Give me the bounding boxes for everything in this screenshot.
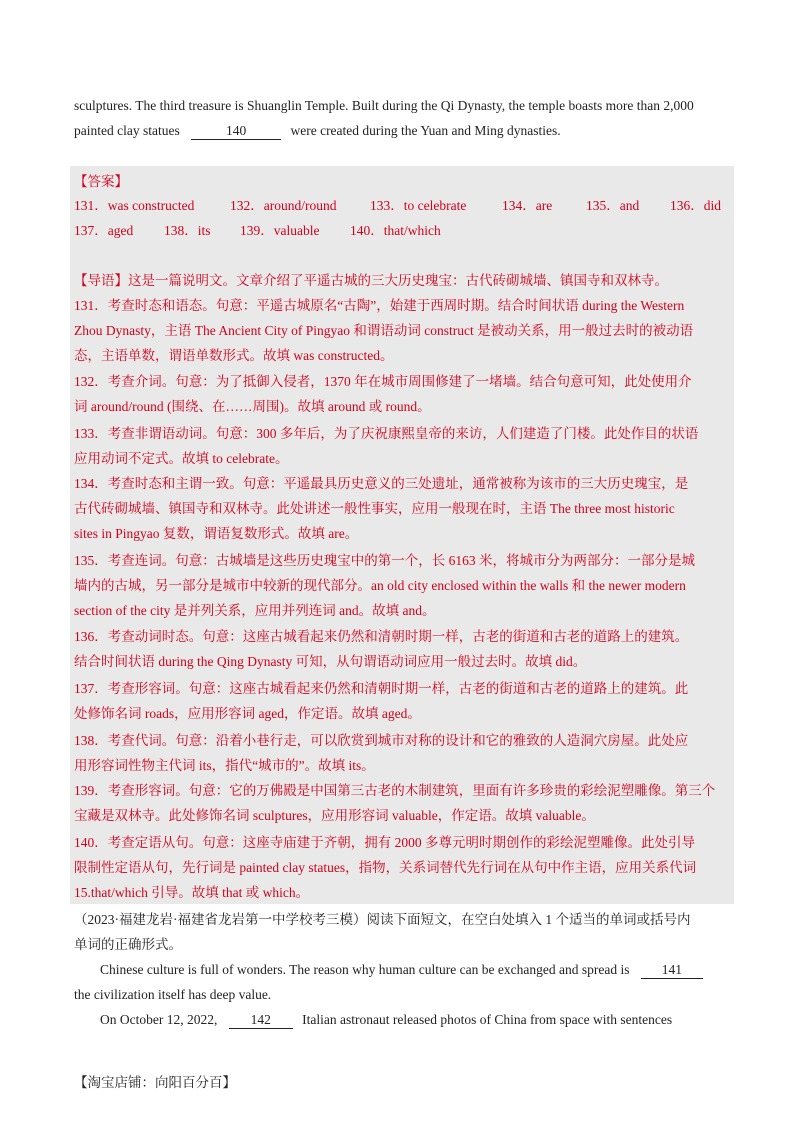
explanation-line: 139．考查形容词。句意：它的万佛殿是中国第三古老的木制建筑，里面有许多珍贵的彩绘泥塑雕像。第三个 [74,783,716,798]
answer-blank-142: 142 [229,1012,293,1029]
answer-item: 133．to celebrate [370,198,467,213]
passage-text: were created during the Yuan and Ming dynasties. [290,123,561,138]
explanation-line: 古代砖砌城墙、镇国寺和双林寺。此处讲述一般性事实，应用一般现在时，主语 The three most historic [74,501,675,516]
explanation-line: 140．考查定语从句。句意：这座寺庙建于齐朝，拥有 2000 多尊元明时期创作的彩绘泥塑雕像。此处引导 [74,835,695,850]
answer-item: 134．are [502,198,553,213]
explanation-line: 【导语】这是一篇说明文。文章介绍了平遥古城的三大历史瑰宝：古代砖砌城墙、镇国寺和双林寺。 [74,273,668,288]
passage-text: On October 12, 2022, [100,1012,218,1027]
answers-row [74,196,734,216]
explanation-line: 限制性定语从句，先行词是 painted clay statues，指物，关系词替代先行词在从句中作主语，应用关系代词 [74,860,697,875]
passage-line: sculptures. The third treasure is Shuanglin Temple. Built during the Qi Dynasty, the temple boasts more than 2,000 [74,98,694,113]
passage-line [100,1010,734,1030]
explanation-line: Zhou Dynasty，主语 The Ancient City of Pingyao 和谓语动词 construct 是被动关系，用一般过去时的被动语 [74,323,694,338]
answer-item: 140．that/which [350,223,441,238]
question-source-line: （2023·福建龙岩·福建省龙岩第一中学校考三模）阅读下面短文，在空白处填入 1 个适当的单词或括号内 [74,912,691,927]
answer-heading: 【答案】 [74,174,128,189]
explanation-line: 用形容词性物主代词 its，指代“城市的”。故填 its。 [74,758,375,773]
explanation-line: 词 around/round (围绕、在……周围)。故填 around 或 round。 [74,399,431,414]
passage-line [74,121,734,141]
explanation-line: 136．考查动词时态。句意：这座古城看起来仍然和清朝时期一样，古老的街道和古老的道路上的建筑。 [74,629,689,644]
explanation-line: 宝藏是双林寺。此处修饰名词 sculptures，应用形容词 valuable，作定语。故填 valuable。 [74,808,595,823]
explanation-line: 134．考查时态和主谓一致。句意：平遥最具历史意义的三处遗址，通常被称为该市的三大历史瑰宝，是 [74,476,689,491]
explanation-line: sites in Pingyao 复数，谓语复数形式。故填 are。 [74,526,359,541]
explanation-line: 137．考查形容词。句意：这座古城看起来仍然和清朝时期一样，古老的街道和古老的道路上的建筑。此 [74,681,689,696]
answers-row [74,221,734,241]
passage-text: Italian astronaut released photos of China from space with sentences [302,1012,673,1027]
explanation-line: 131．考查时态和语态。句意：平遥古城原名“古陶”，始建于西周时期。结合时间状语 during the Western [74,298,685,313]
answer-item: 135．and [586,198,640,213]
explanation-line: 135．考查连词。句意：古城墙是这些历史瑰宝中的第一个，长 6163 米，将城市分为两部分：一部分是城 [74,553,695,568]
explanation-line: 15.that/which 引导。故填 that 或 which。 [74,885,310,900]
explanation-line: 138．考查代词。句意：沿着小巷行走，可以欣赏到城市对称的设计和它的雅致的人造洞穴房屋。此处应 [74,733,689,748]
page-footer: 【淘宝店铺：向阳百分百】 [74,1075,236,1090]
explanation-line: section of the city 是并列关系，应用并列连词 and。故填 and。 [74,603,436,618]
passage-text: painted clay statues [74,123,180,138]
explanation-line: 133．考查非谓语动词。句意：300 多年后，为了庆祝康熙皇帝的来访，人们建造了门楼。此处作目的状语 [74,426,699,441]
explanation-line: 132．考查介词。句意：为了抵御入侵者，1370 年在城市周围修建了一堵墙。结合句意可知，此处使用介 [74,374,692,389]
answer-item: 139．valuable [240,223,320,238]
answer-item: 132．around/round [230,198,337,213]
answer-blank-141: 141 [641,962,703,979]
explanation-line: 态，主语单数，谓语单数形式。故填 was constructed。 [74,348,394,363]
explanation-line: 应用动词不定式。故填 to celebrate。 [74,451,289,466]
question-source-line: 单词的正确形式。 [74,937,182,952]
passage-line: the civilization itself has deep value. [74,987,272,1002]
explanation-line: 结合时间状语 during the Qing Dynasty 可知，从句谓语动词应用一般过去时。故填 did。 [74,654,587,669]
answer-blank-140: 140 [191,123,281,140]
passage-text: Chinese culture is full of wonders. The reason why human culture can be exchanged and spread is [100,962,630,977]
explanation-line: 处修饰名词 roads，应用形容词 aged，作定语。故填 aged。 [74,706,421,721]
answer-item: 137．aged [74,223,134,238]
answer-item: 136．did [670,198,722,213]
answer-item: 131．was constructed [74,198,195,213]
passage-line [100,960,734,980]
answer-item: 138．its [164,223,211,238]
explanation-line: 墙内的古城，另一部分是城市中较新的现代部分。an old city enclosed within the walls 和 the newer modern [74,578,686,593]
